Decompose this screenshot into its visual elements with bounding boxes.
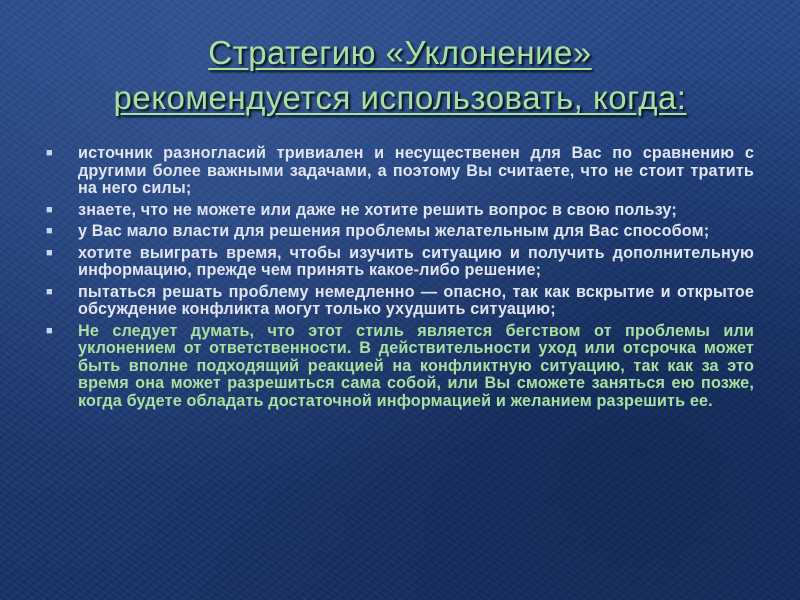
square-bullet-icon: ■ (46, 225, 53, 237)
title-line-2: рекомендуется использовать, когда: (113, 79, 687, 116)
title-line-1: Стратегию «Уклонение» (208, 34, 592, 71)
bullet-item-conclusion (46, 323, 754, 411)
slide-title (0, 30, 800, 120)
bullet-item (46, 245, 754, 280)
square-bullet-icon: ■ (46, 203, 53, 216)
bullet-text: Не следует думать, что этот стиль является бегством от проблемы или уклонением от ответственности. В действительности уход или отсрочка может быть вполне подходящий реакцией на конфликтную ситуацию, так как за это время она может разрешиться сама собой, или Вы сможете заняться ею позже, когда будете обладать достаточной информацией и желанием разрешить ее. (78, 321, 754, 410)
bullet-text: источник разногласий тривиален и несущественен для Вас по сравнению с другими более важными задачами, а поэтому Вы считаете, что не стоит тратить на него силы; (78, 144, 754, 197)
bullet-list (46, 145, 754, 414)
square-bullet-icon: ■ (46, 324, 53, 337)
square-bullet-icon: ■ (46, 147, 53, 159)
bullet-item (46, 145, 754, 198)
bullet-text: пытаться решать проблему немедленно — опасно, так как вскрытие и открытое обсуждение конфликта могут только ухудшить ситуацию; (78, 282, 754, 318)
bullet-text: знаете, что не можете или даже не хотите решить вопрос в свою пользу; (78, 200, 677, 219)
bullet-item (46, 284, 754, 319)
bullet-text: у Вас мало власти для решения проблемы желательным для Вас способом; (78, 222, 710, 240)
bullet-item (46, 202, 754, 220)
square-bullet-icon: ■ (46, 285, 53, 298)
bullet-item (46, 223, 754, 241)
bullet-text: хотите выиграть время, чтобы изучить ситуацию и получить дополнительную информацию, прежде чем принять какое-либо решение; (78, 243, 754, 279)
square-bullet-icon: ■ (46, 246, 53, 259)
